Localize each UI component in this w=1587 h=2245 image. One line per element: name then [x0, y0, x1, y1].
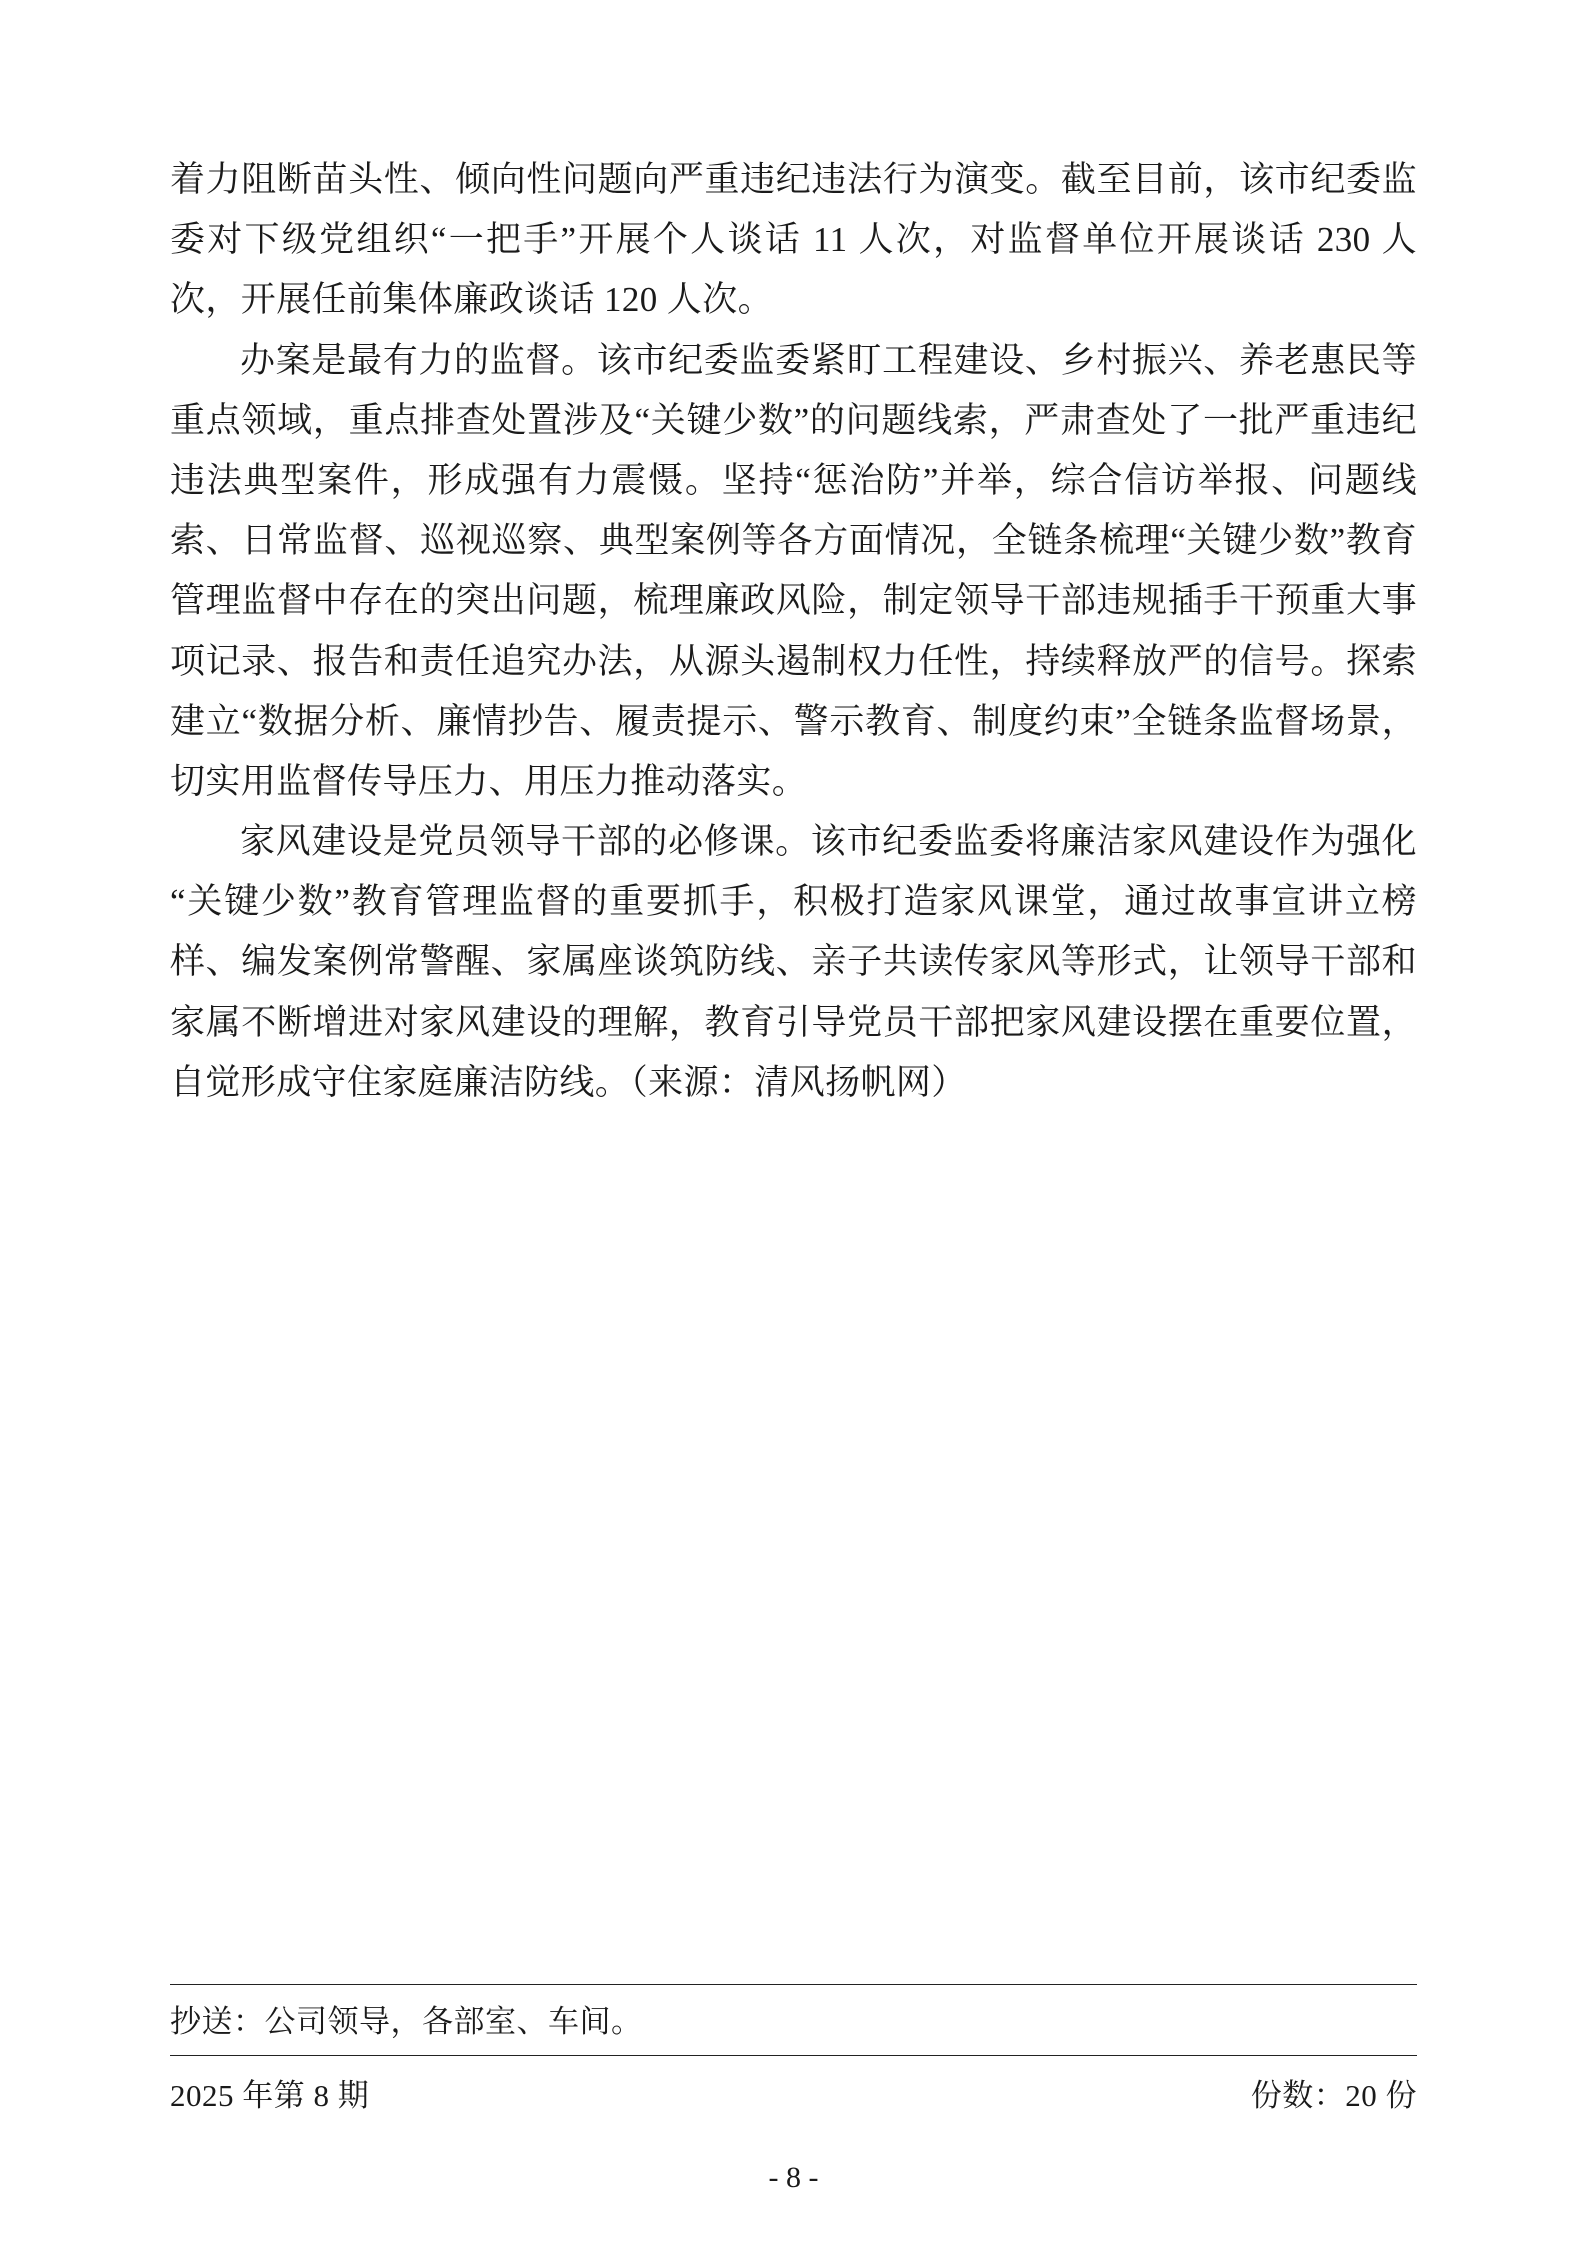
paragraph-continued: 着力阻断苗头性、倾向性问题向严重违纪违法行为演变。截至目前，该市纪委监委对下级党组织“一把手”开展个人谈话 11 人次，对监督单位开展谈话 230 人次，开展任前集体廉政谈话 120 人次。	[170, 160, 1417, 320]
document-footer	[170, 1984, 1417, 2116]
paragraph-family-style: 家风建设是党员领导干部的必修课。该市纪委监委将廉洁家风建设作为强化“关键少数”教育管理监督的重要抓手，积极打造家风课堂，通过故事宣讲立榜样、编发案例常警醒、家属座谈筑防线、亲子共读传家风等形式，让领导干部和家属不断增进对家风建设的理解，教育引导党员干部把家风建设摆在重要位置，自觉形成守住家庭廉洁防线。（来源：清风扬帆网）	[170, 822, 1417, 1102]
blank-space	[170, 1113, 1417, 1413]
footer-divider-bottom	[170, 2055, 1417, 2056]
footer-copies: 份数：20 份	[1250, 2078, 1417, 2113]
footer-divider-top	[170, 1984, 1417, 1985]
footer-issue: 2025 年第 8 期	[170, 2078, 370, 2113]
document-body	[170, 150, 1417, 1113]
page-number: - 8 -	[768, 2161, 819, 2194]
paragraph-case-handling: 办案是最有力的监督。该市纪委监委紧盯工程建设、乡村振兴、养老惠民等重点领域，重点排查处置涉及“关键少数”的问题线索，严肃查处了一批严重违纪违法典型案件，形成强有力震慑。坚持“惩治防”并举，综合信访举报、问题线索、日常监督、巡视巡察、典型案例等各方面情况，全链条梳理“关键少数”教育管理监督中存在的突出问题，梳理廉政风险，制定领导干部违规插手干预重大事项记录、报告和责任追究办法，从源头遏制权力任性，持续释放严的信号。探索建立“数据分析、廉情抄告、履责提示、警示教育、制度约束”全链条监督场景，切实用监督传导压力、用压力推动落实。	[170, 340, 1417, 801]
footer-meta-row	[170, 2070, 1417, 2115]
footer-distribution: 抄送：公司领导，各部室、车间。	[170, 2003, 643, 2039]
